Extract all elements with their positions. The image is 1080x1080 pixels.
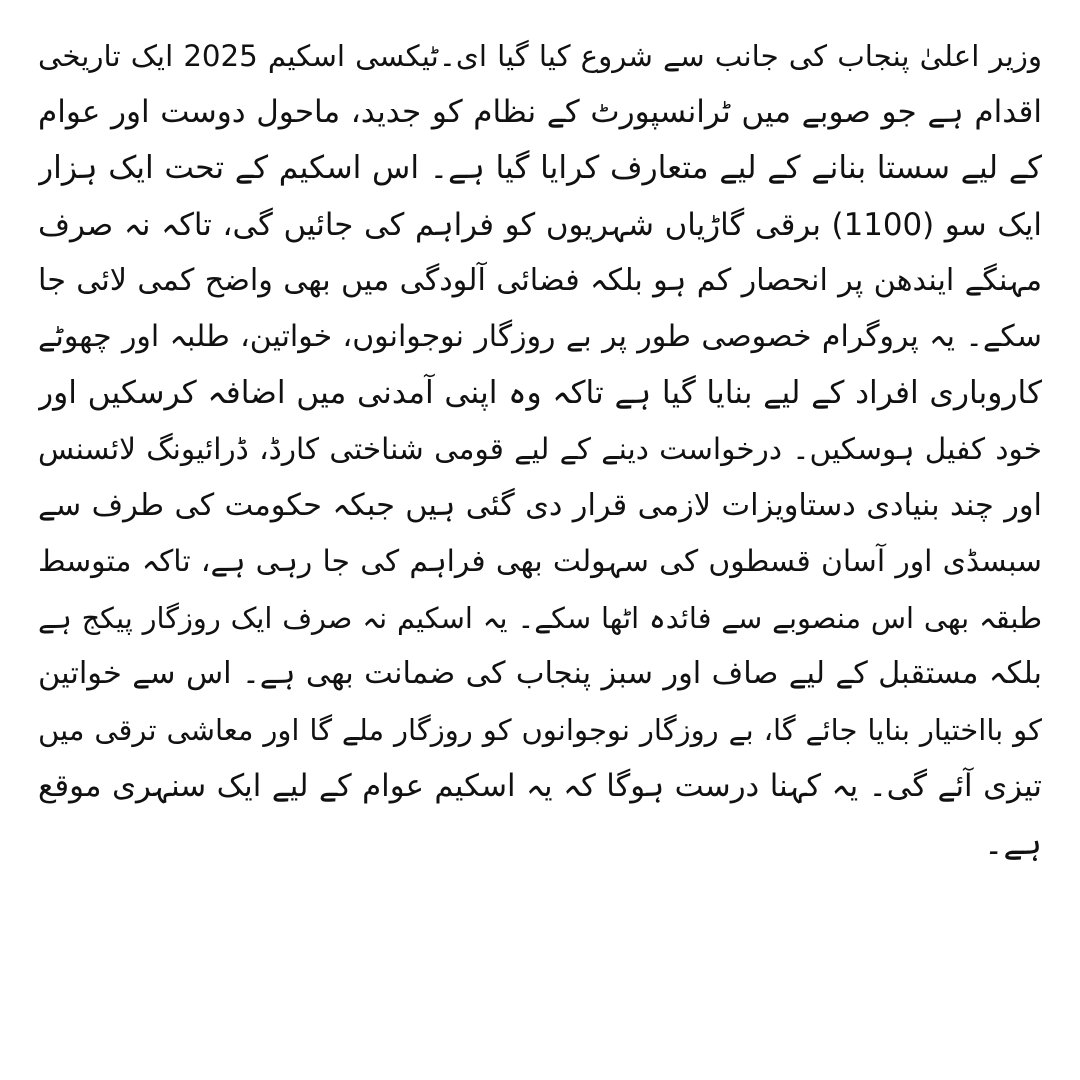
text-line-9: اور چند بنیادی دستاویزات لازمی قرار دی گئی ہیں جبکہ حکومت کی طرف سے [38, 487, 1042, 523]
text-line-5: مہنگے ایندھن پر انحصار کم ہو بلکہ فضائی آلودگی میں بھی واضح کمی لائی جا [38, 262, 1042, 298]
text-line-10: سبسڈی اور آسان قسطوں کی سہولت بھی فراہم کی جا رہی ہے، تاکہ متوسط [38, 543, 1042, 579]
text-line-8: خود کفیل ہوسکیں۔ درخواست دینے کے لیے قومی شناختی کارڈ، ڈرائیونگ لائسنس [38, 432, 1042, 467]
text-line-4: ایک سو (1100) برقی گاڑیاں شہریوں کو فراہم کی جائیں گی، تاکہ نہ صرف [38, 206, 1042, 243]
text-line-7: کاروباری افراد کے لیے بنایا گیا ہے تاکہ وہ اپنی آمدنی میں اضافہ کرسکیں اور [38, 375, 1042, 412]
text-line-2: اقدام ہے جو صوبے میں ٹرانسپورٹ کے نظام کو جدید، ماحول دوست اور عوام [38, 94, 1042, 131]
text-line-13: کو بااختیار بنایا جائے گا، بے روزگار نوجوانوں کو روزگار ملے گا اور معاشی ترقی میں [38, 713, 1042, 748]
text-line-12: بلکہ مستقبل کے لیے صاف اور سبز پنجاب کی ضمانت بھی ہے۔ اس سے خواتین [38, 656, 1042, 692]
text-line-14: تیزی آئے گی۔ یہ کہنا درست ہوگا کہ یہ اسکیم عوام کے لیے ایک سنہری موقع [38, 768, 1042, 805]
text-line-11: طبقہ بھی اس منصوبے سے فائدہ اٹھا سکے۔ یہ اسکیم نہ صرف ایک روزگار پیکج ہے [38, 600, 1042, 635]
text-line-3: کے لیے سستا بنانے کے لیے متعارف کرایا گیا ہے۔ اس اسکیم کے تحت ایک ہزار [38, 150, 1042, 187]
text-line-15: ہے۔ [983, 822, 1042, 862]
urdu-paragraph [38, 28, 1042, 871]
text-line-1: وزیر اعلیٰ پنجاب کی جانب سے شروع کیا گیا ای۔ٹیکسی اسکیم 2025 ایک تاریخی [38, 39, 1042, 73]
text-line-6: سکے۔ یہ پروگرام خصوصی طور پر بے روزگار نوجوانوں، خواتین، طلبہ اور چھوٹے [38, 318, 1042, 354]
